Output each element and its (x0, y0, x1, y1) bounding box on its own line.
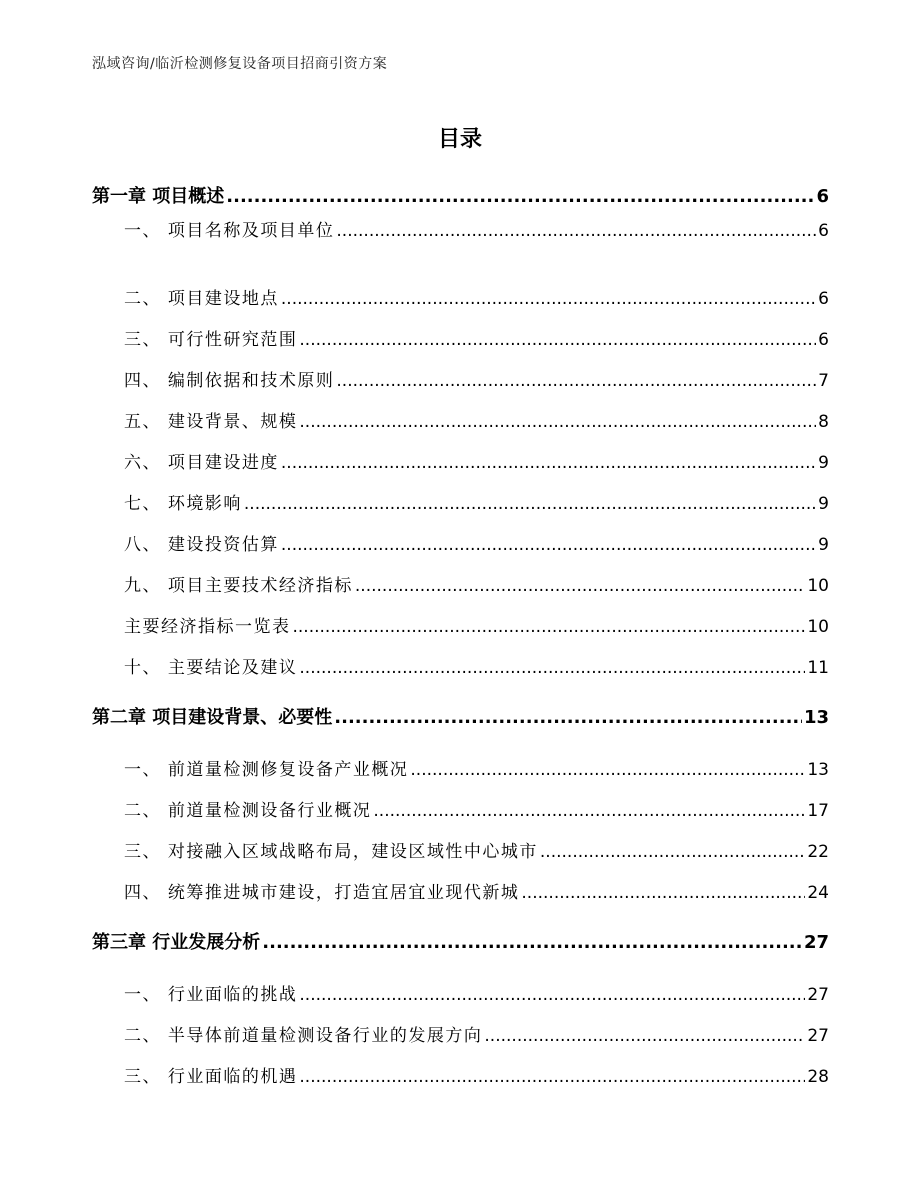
toc-section-1-1[interactable] (124, 217, 829, 245)
dot-leader (410, 756, 805, 784)
toc-entry-label: 二、 前道量检测设备行业概况 (124, 801, 372, 821)
toc-page-number: 27 (807, 985, 829, 1005)
toc-entry-label: 一、 行业面临的挑战 (124, 985, 298, 1005)
toc-chapter-1[interactable] (92, 183, 829, 211)
toc-entry-label: 第二章 项目建设背景、必要性 (92, 707, 333, 728)
dot-leader (336, 367, 816, 395)
toc-page-number: 9 (818, 453, 829, 473)
toc-entry-label: 第三章 行业发展分析 (92, 932, 261, 953)
toc-entry-label: 六、 项目建设进度 (124, 453, 279, 473)
toc-page-number: 28 (807, 1067, 829, 1087)
toc-section-1-8[interactable] (124, 531, 829, 559)
toc-page-number: 8 (818, 412, 829, 432)
dot-leader (281, 531, 816, 559)
toc-chapter-3[interactable] (92, 929, 829, 957)
toc-entry-label: 三、 行业面临的机遇 (124, 1067, 298, 1087)
toc-page-number: 10 (807, 576, 829, 596)
toc-entry-label: 第一章 项目概述 (92, 186, 225, 207)
toc-page-number: 17 (807, 801, 829, 821)
toc-section-2-1[interactable] (124, 756, 829, 784)
toc-page-number: 27 (803, 932, 829, 953)
toc-page-number: 6 (816, 186, 829, 207)
toc-entry-label: 十、 主要结论及建议 (124, 658, 298, 678)
dot-leader (355, 572, 805, 600)
toc-entry-label: 四、 统筹推进城市建设，打造宜居宜业现代新城 (124, 883, 520, 903)
toc-page-number: 6 (818, 221, 829, 241)
toc-page-number: 7 (818, 371, 829, 391)
dot-leader (244, 490, 816, 518)
toc-page-number: 9 (818, 535, 829, 555)
toc-section-1-5[interactable] (124, 408, 829, 436)
document-header: 泓域咨询/临沂检测修复设备项目招商引资方案 (92, 56, 388, 72)
toc-page-number: 6 (818, 289, 829, 309)
toc-section-1-9[interactable] (124, 572, 829, 600)
toc-section-2-3[interactable] (124, 838, 829, 866)
toc-section-2-4[interactable] (124, 879, 829, 907)
toc-page-number: 27 (807, 1026, 829, 1046)
dot-leader (521, 879, 805, 907)
dot-leader (299, 981, 805, 1009)
dot-leader (299, 654, 805, 682)
toc-entry-label: 四、 编制依据和技术原则 (124, 371, 335, 391)
toc-entry-label: 主要经济指标一览表 (124, 617, 291, 637)
toc-page-number: 10 (807, 617, 829, 637)
toc-entry-label: 五、 建设背景、规模 (124, 412, 298, 432)
toc-page-number: 9 (818, 494, 829, 514)
toc-entry-label: 七、 环境影响 (124, 494, 242, 514)
toc-entry-label: 八、 建设投资估算 (124, 535, 279, 555)
toc-entry-label: 二、 半导体前道量检测设备行业的发展方向 (124, 1026, 483, 1046)
toc-section-1-table[interactable] (124, 613, 829, 641)
toc-title: 目录 (437, 127, 482, 152)
toc-entry-label: 一、 项目名称及项目单位 (124, 221, 335, 241)
toc-page-number: 6 (818, 330, 829, 350)
toc-section-3-2[interactable] (124, 1022, 829, 1050)
toc-section-1-10[interactable] (124, 654, 829, 682)
toc-section-2-2[interactable] (124, 797, 829, 825)
toc-section-1-6[interactable] (124, 449, 829, 477)
dot-leader (299, 326, 816, 354)
toc-section-1-2[interactable] (124, 285, 829, 313)
toc-page-number: 24 (807, 883, 829, 903)
toc-chapter-2[interactable] (92, 704, 829, 732)
toc-section-3-1[interactable] (124, 981, 829, 1009)
dot-leader (226, 183, 814, 211)
dot-leader (484, 1022, 805, 1050)
toc-page-number: 11 (807, 658, 829, 678)
toc-section-1-4[interactable] (124, 367, 829, 395)
dot-leader (373, 797, 805, 825)
dot-leader (299, 1063, 805, 1091)
dot-leader (281, 449, 816, 477)
toc-page-number: 22 (807, 842, 829, 862)
toc-section-3-3[interactable] (124, 1063, 829, 1091)
toc-entry-label: 三、 可行性研究范围 (124, 330, 298, 350)
toc-section-1-3[interactable] (124, 326, 829, 354)
dot-leader (540, 838, 805, 866)
dot-leader (281, 285, 816, 313)
toc-entry-label: 九、 项目主要技术经济指标 (124, 576, 353, 596)
dot-leader (293, 613, 806, 641)
toc-page-number: 13 (807, 760, 829, 780)
toc-entry-label: 三、 对接融入区域战略布局，建设区域性中心城市 (124, 842, 538, 862)
toc-page-number: 13 (803, 707, 829, 728)
dot-leader (299, 408, 816, 436)
dot-leader (262, 929, 802, 957)
dot-leader (336, 217, 816, 245)
dot-leader (334, 704, 802, 732)
toc-entry-label: 一、 前道量检测修复设备产业概况 (124, 760, 409, 780)
toc-entry-label: 二、 项目建设地点 (124, 289, 279, 309)
toc-section-1-7[interactable] (124, 490, 829, 518)
